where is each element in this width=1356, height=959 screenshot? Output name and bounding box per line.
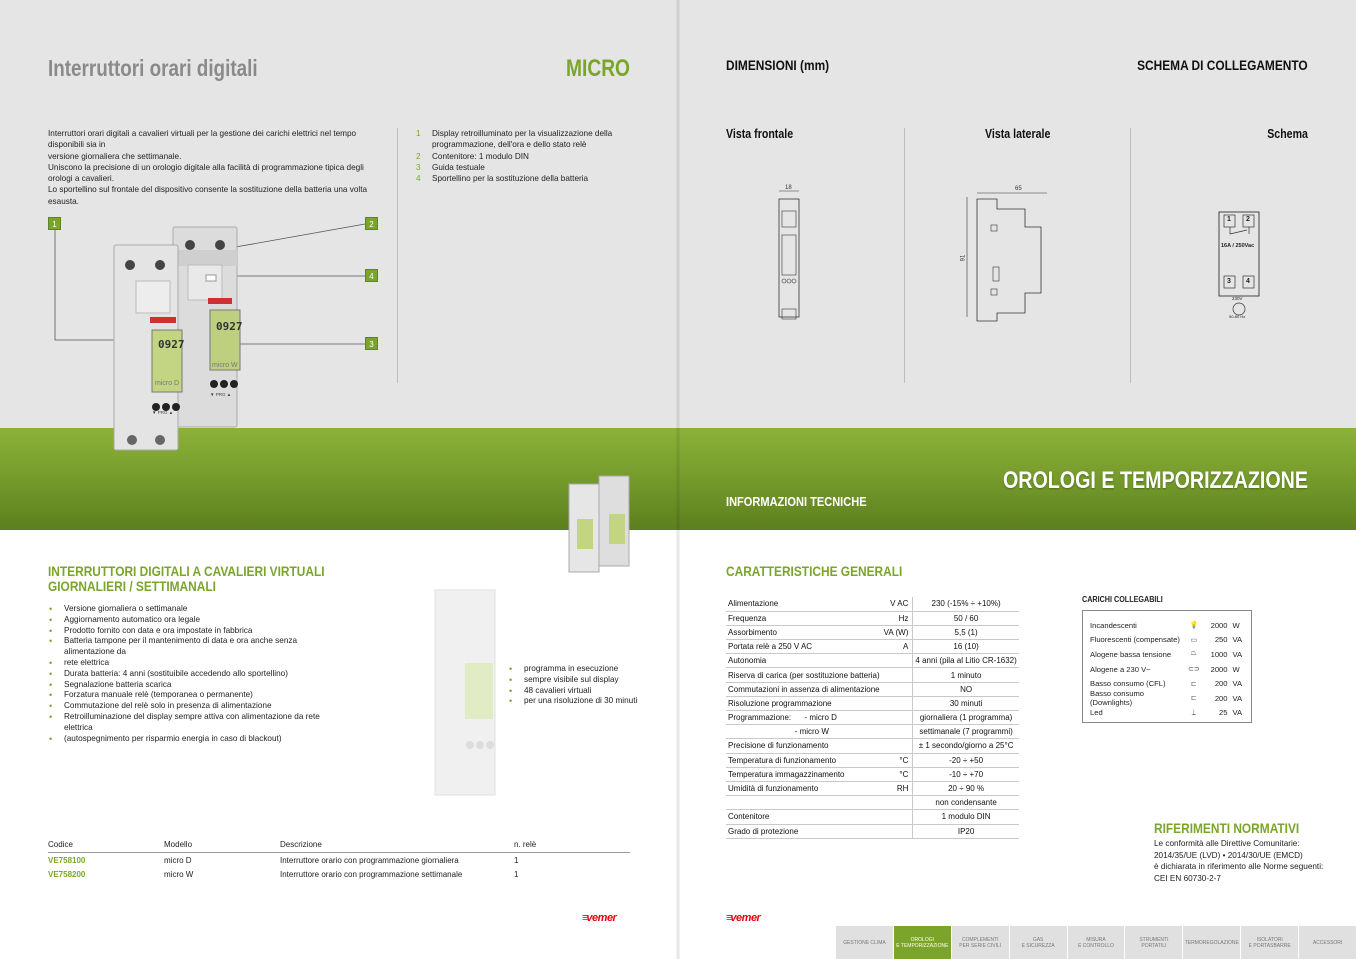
spec-unit: VA (W) (882, 625, 913, 639)
load-value: 200 (1214, 679, 1228, 689)
table-row (48, 867, 630, 881)
spec-value: -10 ÷ +70 (913, 767, 1019, 781)
bullet-continuation: • per una risoluzione di 30 minuti (508, 696, 648, 707)
spec-row (726, 810, 1019, 824)
feature-item (416, 173, 636, 184)
load-name: Alogene bassa tensione (1090, 649, 1172, 659)
spec-row (726, 640, 1019, 654)
terminal-1: 1 (1227, 216, 1231, 223)
table-header (48, 840, 630, 853)
bullet-continuation: • (autospegnimento per risparmio energia in caso di blackout) (48, 734, 348, 745)
tab-label: MISURA (1086, 936, 1106, 943)
spec-unit: °C (882, 753, 913, 767)
spec-value: 1 minuto (913, 668, 1019, 682)
spec-unit: Hz (882, 611, 913, 625)
callout-tag-4: 4 (365, 269, 378, 282)
norms-line: 2014/35/UE (LVD) • 2014/30/UE (EMCD) (1154, 850, 1303, 860)
load-name: Basso consumo (CFL) (1090, 679, 1166, 689)
small-device-photo (563, 474, 638, 574)
tab-label: STRUMENTI (1139, 936, 1169, 943)
feature-num: 1 (416, 129, 421, 138)
view-front-title: Vista frontale (726, 127, 794, 141)
tab-label: COMPLEMENTI (961, 936, 999, 943)
category-tab[interactable] (1067, 926, 1125, 959)
feature-num (416, 139, 432, 150)
brand-logo-right: ≡vemer (726, 912, 761, 924)
side-height-dim: 91 (960, 254, 967, 262)
tube-icon: ▭ (1190, 636, 1198, 644)
spec-value: non condensante (913, 796, 1019, 810)
feature-num: 3 (416, 162, 421, 172)
category-tab[interactable] (951, 926, 1009, 959)
spec-row (726, 597, 1019, 611)
col-header: Modello (164, 840, 193, 849)
tab-sublabel: PER SERIE CIVILI (959, 942, 1002, 949)
spec-row (726, 824, 1019, 838)
feature-item (416, 151, 636, 162)
intro-line: Interruttori orari digitali a cavalieri virtuali per la gestione dei carichi elettrici nel tempo disponibili sia in (48, 129, 357, 150)
feature-item (416, 139, 636, 150)
spec-value: giornaliera (1 programma) (913, 711, 1019, 725)
load-name: Incandescenti (1090, 620, 1137, 630)
load-unit: VA (1232, 708, 1243, 718)
spec-value: -20 ÷ +50 (913, 753, 1019, 767)
page-title: Interruttori orari digitali (48, 55, 258, 81)
spec-label: Frequenza (726, 611, 882, 625)
spec-row (726, 654, 1019, 668)
brand-name: vemer (586, 912, 617, 924)
schema-title: SCHEMA DI COLLEGAMENTO (1137, 57, 1308, 73)
spec-label: Temperatura immagazzinamento (726, 767, 882, 781)
product-badge: MICRO (566, 55, 630, 82)
spec-unit (882, 824, 913, 838)
norms-line: Le conformità alle Direttive Comunitarie: (1154, 839, 1300, 848)
spec-unit (882, 739, 913, 753)
bullet-item: • Aggiornamento automatico ora legale (48, 615, 348, 626)
load-value: 2000 (1210, 664, 1228, 674)
side-bullets (508, 664, 648, 707)
spec-label: Assorbimento (726, 625, 882, 639)
category-banner-title: OROLOGI E TEMPORIZZAZIONE (1002, 467, 1308, 494)
product-model: micro D (164, 855, 192, 865)
load-unit: VA (1232, 635, 1243, 645)
callout-tag-3: 3 (365, 337, 378, 350)
tab-label: ISOLATORI (1256, 936, 1283, 943)
bullet-item: • Versione giornaliera o settimanale (48, 604, 348, 615)
device-buttons-d: ▼ PRG ▲ (152, 410, 174, 415)
tab-sublabel: E TEMPORIZZAZIONE (896, 942, 949, 949)
bullet-continuation: • rete elettrica (48, 658, 348, 669)
bullet-continuation: • sempre visibile sul display (508, 675, 648, 686)
load-row (1090, 706, 1245, 721)
feature-num: 2 (416, 151, 421, 161)
terminal-4: 4 (1246, 278, 1250, 285)
front-width-dim: 18 (785, 185, 792, 191)
bulb-icon: 💡 (1189, 622, 1199, 630)
column-divider (397, 128, 398, 383)
load-name: Led (1090, 708, 1103, 718)
spec-label: Precisione di funzionamento (726, 739, 882, 753)
table-row (48, 853, 630, 867)
section-title-line: INTERRUTTORI DIGITALI A CAVALIERI VIRTUALI (48, 563, 325, 579)
spec-label (726, 796, 882, 810)
load-value: 1000 (1210, 649, 1228, 659)
intro-line: versione giornaliera che settimanale. (48, 151, 182, 161)
device-buttons-w: ▼ PRG ▲ (210, 392, 232, 397)
spec-label: Risoluzione programmazione (726, 696, 882, 710)
bullet-item: • Forzatura manuale relè (temporanea o permanente) (48, 690, 348, 701)
category-tab[interactable] (1124, 926, 1182, 959)
feature-item (416, 128, 636, 139)
terminal-2: 2 (1246, 216, 1250, 223)
spec-row (726, 696, 1019, 710)
view-side-title: Vista laterale (985, 127, 1051, 141)
column-divider (904, 128, 905, 383)
bullet-item: • Retroilluminazione del display sempre attiva con alimentazione da rete elettrica (48, 712, 348, 734)
spec-row (726, 711, 1019, 725)
bullet-item: • programma in esecuzione (508, 664, 648, 675)
spec-unit: A (882, 640, 913, 654)
relay-rating: 16A / 250Vac (1221, 243, 1255, 249)
feature-item (416, 162, 636, 173)
spec-label: - micro W (726, 725, 882, 739)
tab-sublabel: E SICUREZZA (1021, 942, 1055, 949)
norms-line: CEI EN 60730-2-7 (1154, 873, 1221, 883)
spec-unit (882, 696, 913, 710)
category-tab[interactable] (1298, 926, 1356, 959)
spec-value: 230 (-15% ÷ +10%) (913, 597, 1019, 611)
tab-label: GESTIONE CLIMA (843, 939, 886, 946)
spec-label: Riserva di carica (per sostituzione batteria) (726, 668, 882, 682)
bullet-item: • Durata batteria: 4 anni (sostituibile accedendo allo sportellino) (48, 669, 348, 680)
spec-unit (882, 654, 913, 668)
feature-text: Contenitore: 1 modulo DIN (432, 151, 529, 161)
load-value: 200 (1214, 693, 1228, 703)
load-name: Fluorescenti (compensate) (1090, 635, 1180, 645)
relay-count: 1 (514, 855, 519, 865)
product-description: Interruttore orario con programmazione settimanale (280, 869, 463, 879)
bullet-item: • Prodotto fornito con data e ora impostate in fabbrica (48, 626, 348, 637)
spec-row (726, 781, 1019, 795)
spec-unit (882, 682, 913, 696)
load-unit: VA (1232, 693, 1243, 703)
feature-num: 4 (416, 174, 421, 184)
tab-label: ACCESSORI (1312, 939, 1343, 946)
category-tab[interactable] (1240, 926, 1298, 959)
load-row (1090, 618, 1245, 633)
spec-unit (882, 668, 913, 682)
tab-label: TERMOREGOLAZIONE (1184, 939, 1239, 946)
norms-line: è dichiarata in riferimento alle Norme seguenti: (1154, 862, 1324, 871)
general-specs-title: CARATTERISTICHE GENERALI (726, 563, 903, 579)
loads-title: CARICHI COLLEGABILI (1082, 595, 1163, 604)
loads-box (1082, 610, 1252, 723)
spec-row (726, 625, 1019, 639)
col-header: Codice (48, 840, 73, 849)
intro-line: Uniscono la precisione di un orologio digitale alla facilità di programmazione tipica degli orologi a cavalieri. (48, 162, 364, 184)
front-view-drawing (772, 183, 812, 328)
load-value: 25 (1219, 708, 1228, 718)
section-title-line: GIORNALIERI / SETTIMANALI (48, 578, 216, 594)
tab-sublabel: PORTATILI (1141, 942, 1167, 949)
product-code: VE758100 (48, 855, 86, 865)
product-description: Interruttore orario con programmazione giornaliera (280, 855, 459, 865)
norms-title: RIFERIMENTI NORMATIVI (1154, 820, 1300, 836)
spec-value: NO (913, 682, 1019, 696)
tab-label: OROLOGI (910, 936, 934, 943)
tab-sublabel: E CONTROLLO (1078, 942, 1114, 949)
spec-unit (882, 725, 913, 739)
feature-text: Display retroilluminato per la visualizzazione della (432, 129, 613, 138)
category-tab[interactable] (893, 926, 951, 959)
spec-row (726, 682, 1019, 696)
load-value: 2000 (1210, 620, 1228, 630)
spec-label: Commutazioni in assenza di alimentazione (726, 682, 882, 696)
tab-label: GAS (1032, 936, 1044, 943)
load-row (1090, 633, 1245, 648)
lcd-readout-d: 0927 (158, 338, 185, 351)
spec-unit (882, 711, 913, 725)
load-unit: W (1232, 664, 1240, 674)
category-tab[interactable] (1009, 926, 1067, 959)
view-schema-title: Schema (1267, 127, 1308, 141)
load-name: Alogene a 230 V~ (1090, 664, 1151, 674)
spec-value: 5,5 (1) (913, 625, 1019, 639)
category-tab[interactable] (1182, 926, 1240, 959)
spec-value: 20 ÷ 90 % (913, 781, 1019, 795)
feature-list (416, 128, 636, 184)
product-table (48, 840, 630, 881)
feature-bullets (48, 604, 348, 744)
terminal-3: 3 (1227, 278, 1231, 285)
spec-unit (882, 796, 913, 810)
bullet-item: • Commutazione del relè solo in presenza di alimentazione (48, 701, 348, 712)
spec-value: 4 anni (pila al Litio CR-1632) (913, 654, 1019, 668)
col-header: Descrizione (280, 840, 322, 849)
side-view-drawing (955, 185, 1065, 330)
callout-tag-2: 2 (365, 217, 378, 230)
wiring-schema (1215, 208, 1265, 328)
section-title (48, 564, 325, 594)
spec-row (726, 753, 1019, 767)
spec-unit: RH (882, 781, 913, 795)
downlight-icon: ⊏ (1190, 695, 1197, 703)
spec-label: Portata relè a 250 V AC (726, 640, 882, 654)
spec-value: settimanale (7 programmi) (913, 725, 1019, 739)
intro-line: Lo sportellino sul frontale del dispositivo consente la sostituzione della batteria una volta esausta. (48, 185, 368, 206)
spec-label: Programmazione: - micro D (726, 711, 882, 725)
col-header: n. relè (514, 840, 537, 849)
bullet-item: • 48 cavalieri virtuali (508, 686, 648, 697)
column-divider (1130, 128, 1131, 383)
led-icon: ⍊ (1191, 708, 1196, 716)
supply-frequency: 50-60 Hz (1229, 314, 1246, 319)
device-label-w: micro W (212, 362, 238, 369)
product-model: micro W (164, 869, 194, 879)
spec-unit: V AC (882, 597, 913, 611)
side-depth-dim: 65 (1015, 186, 1022, 192)
spec-value: 1 modulo DIN (913, 810, 1019, 824)
feature-text: Guida testuale (432, 162, 485, 172)
device-photo-pair (110, 225, 260, 455)
spec-unit: °C (882, 767, 913, 781)
page-spine (676, 0, 680, 959)
spec-row (726, 796, 1019, 810)
brand-logo-left: ≡vemer (582, 912, 617, 924)
device-label-d: micro D (155, 380, 180, 387)
product-code: VE758200 (48, 869, 86, 879)
faded-device-photo (425, 585, 515, 800)
spec-value: 30 minuti (913, 696, 1019, 710)
spec-label: Umidità di funzionamento (726, 781, 882, 795)
load-row (1090, 662, 1245, 677)
spec-row (726, 767, 1019, 781)
spec-row (726, 725, 1019, 739)
load-unit: VA (1232, 679, 1243, 689)
spec-row (726, 739, 1019, 753)
brand-name: vemer (730, 912, 761, 924)
bullet-item: • Batteria tampone per il mantenimento di data e ora anche senza alimentazione da (48, 636, 348, 658)
feature-text: Sportellino per la sostituzione della batteria (432, 174, 589, 184)
spec-label: Temperatura di funzionamento (726, 753, 882, 767)
supply-voltage: 230V (1232, 296, 1243, 301)
norms-text (1154, 838, 1323, 884)
spec-label: Alimentazione (726, 597, 882, 611)
spot-icon: ⏢ (1191, 650, 1197, 658)
spec-row (726, 611, 1019, 625)
category-tab-bar (835, 926, 1356, 959)
load-row (1090, 647, 1245, 662)
lcd-readout-w: 0927 (216, 320, 243, 333)
technical-info-title: INFORMAZIONI TECNICHE (726, 494, 867, 509)
spec-table (726, 597, 1019, 839)
spec-value: ± 1 secondo/giorno a 25°C (913, 739, 1019, 753)
feature-text: programmazione, dell'ora e dello stato relè (432, 140, 587, 150)
category-tab[interactable] (835, 926, 893, 959)
spec-unit (882, 810, 913, 824)
spec-value: 50 / 60 (913, 611, 1019, 625)
intro-text (48, 128, 388, 207)
tab-sublabel: E PORTASBARRE (1248, 942, 1291, 949)
spec-label: Autonomia (726, 654, 882, 668)
load-unit: VA (1232, 649, 1243, 659)
load-unit: W (1232, 620, 1240, 630)
spec-label: Grado di protezione (726, 824, 882, 838)
spec-row (726, 668, 1019, 682)
load-row (1090, 691, 1245, 706)
bullet-item: • Segnalazione batteria scarica (48, 680, 348, 691)
relay-count: 1 (514, 869, 519, 879)
load-name: Basso consumo (Downlights) (1090, 689, 1145, 708)
halogen-icon: ⊂⊃ (1187, 666, 1200, 674)
cfl-icon: ⊏ (1190, 680, 1197, 688)
spec-value: IP20 (913, 824, 1019, 838)
spec-label: Contenitore (726, 810, 882, 824)
callout-tag-1: 1 (48, 217, 61, 230)
load-value: 250 (1214, 635, 1228, 645)
spec-value: 16 (10) (913, 640, 1019, 654)
dimensions-title: DIMENSIONI (mm) (726, 57, 830, 73)
